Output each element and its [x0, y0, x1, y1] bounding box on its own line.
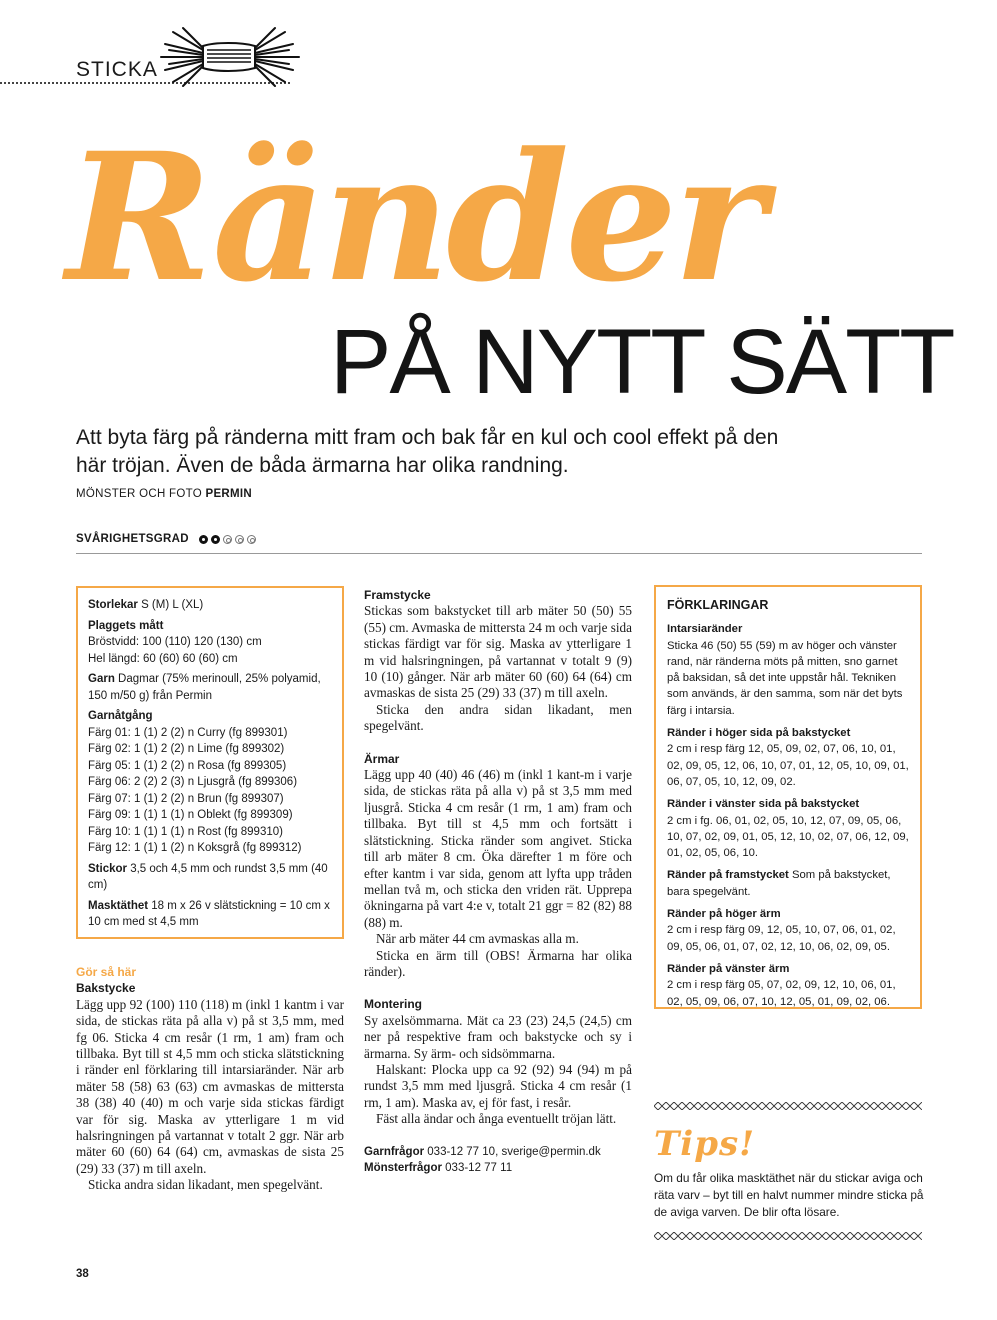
front-piece-text-2: Sticka den andra sidan likadant, men spegelvänt.: [364, 701, 632, 734]
intarsia-text: Sticka 46 (50) 55 (59) m av höger och vänster rand, när ränderna möts på mitten, sno garnet på baksidan, så det inte uppstår hål. Tekniken som används, är den samma, som när det byts färg i intarsia.: [667, 639, 903, 717]
contact-info: [364, 1144, 632, 1176]
title-script: Ränder: [66, 114, 763, 321]
color-line: Färg 09: 1 (1) 1 (1) n Oblekt (fg 899309): [88, 809, 293, 821]
right-back-stripes-title: Ränder i höger sida på bakstycket: [667, 727, 851, 740]
yarn-questions-label: Garnfrågor: [364, 1145, 425, 1158]
instructions-col1: [76, 964, 344, 1194]
color-line: Färg 12: 1 (1) 1 (2) n Koksgrå (fg 899312): [88, 842, 302, 854]
difficulty-label: SVÅRIGHETSGRAD: [76, 533, 189, 545]
right-sleeve-stripes-text: 2 cm i resp färg 09, 12, 05, 10, 07, 06, 01, 02, 09, 05, 06, 01, 07, 02, 12, 10, 06, 02, 09, 05.: [667, 924, 896, 953]
pattern-questions-label: Mönsterfrågor: [364, 1161, 442, 1174]
zigzag-divider-top: [654, 1102, 922, 1110]
difficulty-dots: [199, 535, 256, 544]
yarn-amount-label: Garnåtgång: [88, 710, 153, 722]
yarn-questions-value: 033-12 77 10, sverige@permin.dk: [427, 1145, 601, 1158]
back-piece-text: Lägg upp 92 (100) 110 (118) m (inkl 1 kantm i var sida, de stickas räta på alla v) på st 3,5 mm, med fg 06. Sticka 4 cm resår (1 rm, 1 am) fram och tillbaka. Byt till st 4,5 mm och sticka slätstickning i ränder enl förklaring till intarsiaränder. När arb mäter 58 (58) 63 (63) cm avmaskas de mittersta 38 (38) 40 (40) m och varje sida stickas färdigt var för sig. Maska av ytterligare 1 m vid halsringningen på vartannat v totalt 2 ggr. När arb mäter 60 (60) 64 (64) cm, avmaskas de sista 25 (29) 33 (37) m till axeln.: [76, 996, 344, 1176]
sizes-label: Storlekar: [88, 599, 138, 611]
tips-text: Om du får olika masktäthet när du stickar aviga och räta varv – byt till en halvt nummer mindre sticka på de aviga varven. De blir ofta lösare.: [654, 1171, 924, 1219]
left-back-stripes-text: 2 cm i fg. 06, 01, 02, 05, 10, 12, 07, 09, 05, 06, 10, 07, 02, 09, 01, 05, 12, 10, 02, 07, 06, 12, 09, 01, 02, 05, 06, 10.: [667, 814, 909, 860]
section-label: STICKA: [76, 58, 158, 81]
legend-box: [654, 585, 922, 1009]
assembly-text-2: Halskant: Plocka upp ca 92 (92) 94 (94) m på rundst 3,5 mm med ljusgrå. Sticka 4 cm resår (1 rm, 1 am). Maska av, ej för fast, i resår.: [364, 1061, 632, 1110]
color-line: Färg 01: 1 (1) 2 (2) n Curry (fg 899301): [88, 726, 288, 739]
measurements-label: Plaggets mått: [88, 619, 164, 632]
color-line: Färg 07: 1 (1) 2 (2) n Brun (fg 899307): [88, 792, 284, 805]
back-piece-title: Bakstycke: [76, 981, 136, 996]
assembly-title: Montering: [364, 997, 422, 1012]
sleeves-text: Lägg upp 40 (40) 46 (46) m (inkl 1 kant-m i varje sida, de stickas räta på alla v) på st 3,5 mm med ljusgrå. Sticka 4 cm resår (1 rm, 1 am) fram och tillbaka. Byt till st 4,5 mm och fortsätt i slätstickning. Sticka ränder som angivet. Sticka till arb mäter 8 cm. Öka därefter 1 m före och efter kantm i var sida, genom att lyfta upp tråden mellan två m, och sticka den vriden rät. Upprepa ökningarna på vart 4:e v, totalt 21 ggr = 82 (82) 88 (88) m.: [364, 767, 632, 930]
instructions-col2: [364, 587, 632, 1176]
chest-measure: Bröstvidd: 100 (110) 120 (130) cm: [88, 636, 262, 648]
needles-label: Stickor: [88, 862, 127, 875]
intarsia-title: Intarsiaränder: [667, 623, 743, 636]
credit-name: PERMIN: [205, 488, 253, 500]
credit-label: MÖNSTER OCH FOTO: [76, 488, 202, 500]
difficulty-row: [76, 533, 256, 545]
assembly-text-3: Fäst alla ändar och ånga eventuellt tröjan lätt.: [376, 1111, 617, 1127]
difficulty-dot-empty: [235, 535, 244, 544]
sleeves-text-3: Sticka en ärm till (OBS! Ärmarna har olika ränder).: [364, 947, 632, 979]
title-sub: PÅ NYTT SÄTT: [330, 311, 954, 413]
yarn-skein-icon: [155, 24, 305, 90]
difficulty-dot-filled: [211, 535, 220, 544]
color-line: Färg 10: 1 (1) 1 (1) n Rost (fg 899310): [88, 825, 283, 838]
needles-value: 3,5 och 4,5 mm och rundst 3,5 mm (40 cm): [88, 862, 328, 891]
sleeves-title: Ärmar: [364, 751, 400, 766]
credit: [76, 488, 252, 500]
color-line: Färg 06: 2 (2) 2 (3) n Ljusgrå (fg 899306): [88, 776, 298, 788]
legend-title: FÖRKLARINGAR: [667, 598, 769, 612]
how-to-heading: Gör så här: [76, 965, 137, 979]
front-stripes-text: Som på bakstycket, bara spegelvänt.: [667, 869, 891, 898]
color-line: Färg 05: 1 (1) 2 (2) n Rosa (fg 899305): [88, 759, 287, 772]
left-back-stripes-title: Ränder i vänster sida på bakstycket: [667, 798, 860, 811]
front-piece-title: Framstycke: [364, 588, 431, 602]
divider: [76, 553, 922, 554]
difficulty-dot-empty: [223, 535, 232, 544]
color-line: Färg 02: 1 (1) 2 (2) n Lime (fg 899302): [88, 743, 285, 755]
sizes-value: S (M) L (XL): [141, 599, 204, 611]
left-sleeve-stripes-text: 2 cm i resp färg 05, 07, 02, 09, 12, 10, 06, 01, 02, 05, 09, 06, 07, 10, 12, 05, 01, 09, 02, 06.: [667, 979, 896, 1008]
gauge-label: Masktäthet: [88, 899, 149, 912]
difficulty-dot-empty: [247, 535, 256, 544]
tips-title: Tips!: [654, 1124, 756, 1164]
yarn-value: Dagmar (75% merinoull, 25% polyamid, 150 m/50 g) från Permin: [88, 673, 321, 702]
left-sleeve-stripes-title: Ränder på vänster ärm: [667, 962, 790, 975]
right-back-stripes-text: 2 cm i resp färg 12, 05, 09, 02, 07, 06, 10, 01, 02, 09, 05, 12, 06, 10, 07, 01, 12, 05, 10, 09, 01, 06, 07, 05, 10, 12, 09, 02.: [667, 743, 909, 788]
difficulty-dot-filled: [199, 535, 208, 544]
front-stripes-title: Ränder på framstycket: [667, 869, 789, 882]
sleeves-text-2: När arb mäter 44 cm avmaskas alla m.: [376, 931, 579, 947]
pattern-questions-value: 033-12 77 11: [445, 1161, 513, 1174]
front-piece-text: Stickas som bakstycket till arb mäter 50 (50) 55 (55) cm. Avmaska de mittersta 24 m och varje sida stickas färdigt var för sig. Maska av ytterligare 1 m vid halsringningen, på vartannat v totalt 9 (9) 10 (10) gånger. När arb mäter 60 (60) 64 (64) cm avmaskas de sista 25 (29) 33 (37) m till axeln.: [364, 603, 632, 701]
intro-text: Att byta färg på ränderna mitt fram och bak får en kul och cool effekt på den här tröjan. Även de båda ärmarna har olika randning.: [76, 426, 779, 477]
zigzag-divider-bottom: [654, 1232, 922, 1240]
back-piece-text-2: Sticka andra sidan likadant, men spegelvänt.: [88, 1177, 323, 1193]
assembly-text: Sy axelsömmarna. Mät ca 23 (23) 24,5 (24,5) cm ner på respektive fram och bakstycke och sy i ärmarna. Sy ärm- och sidsömmarna.: [364, 1012, 632, 1061]
length-measure: Hel längd: 60 (60) 60 (60) cm: [88, 652, 238, 665]
yarn-label: Garn: [88, 673, 115, 685]
right-sleeve-stripes-title: Ränder på höger ärm: [667, 908, 781, 921]
specs-box: [76, 586, 344, 939]
page-number: 38: [76, 1268, 89, 1280]
gauge-value: 18 m x 26 v slätstickning = 10 cm x 10 cm med st 4,5 mm: [88, 899, 330, 928]
